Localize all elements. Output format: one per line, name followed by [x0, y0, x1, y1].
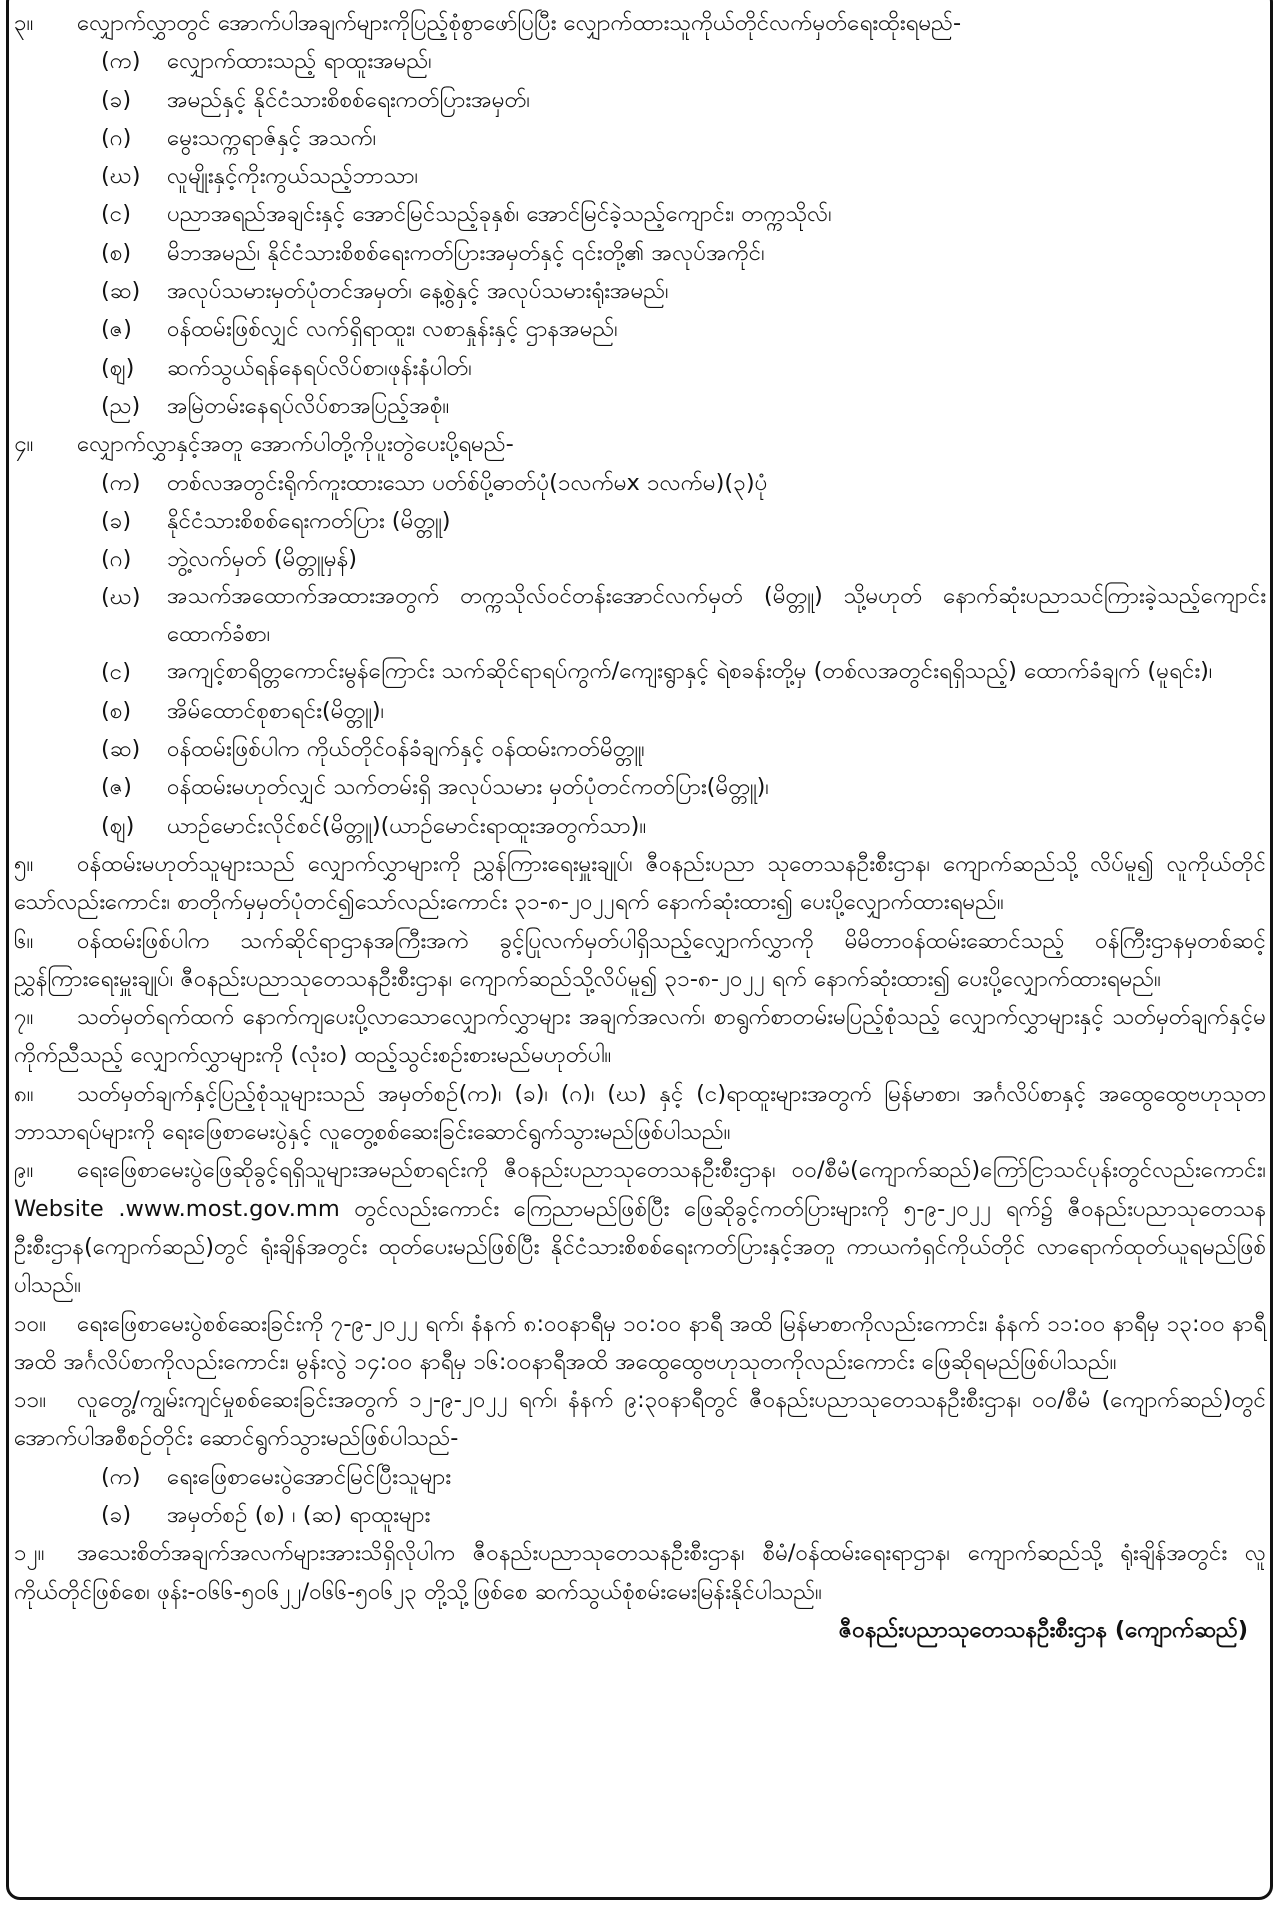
item-label: (င)	[101, 659, 132, 686]
item-text: အိမ်ထောင်စုစာရင်း(မိတ္တူ)၊	[167, 697, 385, 724]
item-label: (ခ)	[101, 507, 132, 534]
list-item	[101, 119, 1266, 157]
item-text: တစ်လအတွင်းရိုက်ကူးထားသော ပတ်စ်ပို့ဓာတ်ပုံ(၁လက်မx ၁လက်မ)(၃)ပုံ	[167, 469, 768, 496]
item-label: (က)	[101, 1463, 141, 1490]
list-item	[101, 464, 1266, 502]
section-12	[14, 1534, 1266, 1611]
item-label: (ည)	[101, 392, 141, 419]
section-number: ၉။	[14, 1157, 34, 1184]
list-item	[101, 653, 1266, 691]
list-item	[101, 502, 1266, 540]
item-text: နိုင်ငံသားစိစစ်ရေးကတ်ပြား (မိတ္တူ)	[167, 507, 451, 534]
section-text: လျှောက်လွှာတွင် အောက်ပါအချက်များကိုပြည့်စုံစွာဖော်ပြပြီး လျှောက်ထားသူကိုယ်တိုင်လက်မှတ်ရေးထိုးရမည်-	[77, 10, 962, 36]
section-5	[14, 845, 1266, 922]
section-text: သတ်မှတ်ချက်နှင့်ပြည့်စုံသူများသည် အမှတ်စဉ်(က)၊ (ခ)၊ (ဂ)၊ (ဃ) နှင့် (င)ရာထူးများအတွက် မြန်မာစာ၊ အင်္ဂလိပ်စာနှင့် အထွေထွေဗဟုသုတဘာသာရပ်များကို ရေးဖြေစာမေးပွဲနှင့် လူတွေ့စစ်ဆေးခြင်းဆောင်ရွက်သွားမည်ဖြစ်ပါသည်။	[14, 1080, 1266, 1146]
item-text: အမြဲတမ်းနေရပ်လိပ်စာအပြည့်အစုံ။	[167, 392, 450, 419]
section-3-list	[14, 42, 1266, 425]
item-text: မွေးသက္ကရာဇ်နှင့် အသက်၊	[167, 124, 377, 151]
section-text: အသေးစိတ်အချက်အလက်များအားသိရှိလိုပါက ဇီဝနည်းပညာသုတေသနဦးစီးဌာန၊ စီမံ/ဝန်ထမ်းရေးရာဌာန၊ ကျောက်ဆည်သို့ ရုံးချိန်အတွင်း လူကိုယ်တိုင်ဖြစ်စေ၊ ဖုန်း-၀၆၆-၅၀၆၂၂/၀၆၆-၅၀၆၂၃ တို့သို့ဖြစ်စေ ဆက်သွယ်စုံစမ်းမေးမြန်းနိုင်ပါသည်။	[14, 1540, 1266, 1605]
section-text: ရေးဖြေစာမေးပွဲစစ်ဆေးခြင်းကို ၇-၉-၂၀၂၂ ရက်၊ နံနက် ၈:၀၀နာရီမှ ၁၀:၀၀ နာရီ အထိ မြန်မာစာကိုလည်းကောင်း၊ နံနက် ၁၁:၀၀ နာရီမှ ၁၃:၀၀ နာရီအထိ အင်္ဂလိပ်စာကိုလည်းကောင်း၊ မွန်းလွဲ ၁၄:၀၀ နာရီမှ ၁၆:၀၀နာရီအထိ အထွေထွေဗဟုသုတကိုလည်းကောင်း ဖြေဆိုရမည်ဖြစ်ပါသည်။	[14, 1310, 1266, 1375]
item-label: (က)	[101, 469, 141, 496]
section-number: ၁၂။	[14, 1540, 45, 1567]
item-text: ဆက်သွယ်ရန်နေရပ်လိပ်စာ၊ဖုန်းနံပါတ်၊	[167, 354, 472, 381]
section-number: ၁၀။	[14, 1310, 47, 1337]
section-number: ၈။	[14, 1080, 34, 1107]
section-text: ရေးဖြေစာမေးပွဲဖြေဆိုခွင့်ရရှိသူများအမည်စာရင်းကို ဇီဝနည်းပညာသုတေသနဦးစီးဌာန၊ ဝဝ/စီမံ(ကျောက်ဆည်)ကြော်ငြာသင်ပုန်းတွင်လည်းကောင်း၊ Website .www.most.gov.mm တွင်လည်းကောင်း ကြေညာမည်ဖြစ်ပြီး ဖြေဆိုခွင့်ကတ်ပြားများကို ၅-၉-၂၀၂၂ ရက်၌ ဇီဝနည်းပညာသုတေသနဦးစီးဌာန(ကျောက်ဆည်)တွင် ရုံးချိန်အတွင်း ထုတ်ပေးမည်ဖြစ်ပြီး နိုင်ငံသားစိစစ်ရေးကတ်ပြားနှင့်အတူ ကာယကံရှင်ကိုယ်တိုင် လာရောက်ထုတ်ယူရမည်ဖြစ်ပါသည်။	[14, 1157, 1266, 1299]
section-3	[14, 4, 1266, 42]
item-text: အလုပ်သမားမှတ်ပုံတင်အမှတ်၊ နေ့စွဲနှင့် အလုပ်သမားရုံးအမည်၊	[167, 278, 669, 305]
item-text: အသက်အထောက်အထားအတွက် တက္ကသိုလ်ဝင်တန်းအောင်လက်မှတ် (မိတ္တူ) သို့မဟုတ် နောက်ဆုံးပညာသင်ကြားခဲ့သည့်ကျောင်းထောက်ခံစာ၊	[167, 583, 1266, 647]
list-item	[101, 1496, 1266, 1534]
item-label: (ဃ)	[101, 163, 141, 190]
item-label: (ဂ)	[101, 546, 132, 573]
item-label: (ဆ)	[101, 736, 141, 763]
item-text: ဝန်ထမ်းဖြစ်လျှင် လက်ရှိရာထူး၊ လစာနှုန်းနှင့် ဌာနအမည်၊	[167, 316, 618, 343]
section-number: ၅။	[14, 850, 34, 877]
item-text: အမည်နှင့် နိုင်ငံသားစိစစ်ရေးကတ်ပြားအမှတ်၊	[167, 86, 531, 113]
item-label: (ဆ)	[101, 278, 141, 305]
section-7	[14, 998, 1266, 1075]
item-text: ရေးဖြေစာမေးပွဲအောင်မြင်ပြီးသူများ	[167, 1463, 451, 1490]
section-8	[14, 1075, 1266, 1152]
section-4	[14, 425, 1266, 463]
item-label: (ဈ)	[101, 354, 135, 381]
section-number: ၄။	[14, 431, 34, 458]
section-text: ဝန်ထမ်းဖြစ်ပါက သက်ဆိုင်ရာဌာနအကြီးအကဲ ခွင့်ပြုလက်မှတ်ပါရှိသည့်လျှောက်လွှာကို မိမိတာဝန်ထမ်းဆောင်သည့် ဝန်ကြီးဌာနမှတစ်ဆင့် ညွှန်ကြားရေးမှူးချုပ်၊ ဇီဝနည်းပညာသုတေသနဦးစီးဌာန၊ ကျောက်ဆည်သို့လိပ်မူ၍ ၃၁-၈-၂၀၂၂ ရက် နောက်ဆုံးထား၍ ပေးပို့လျှောက်ထားရမည်။	[14, 927, 1266, 992]
section-11	[14, 1381, 1266, 1458]
section-number: ၃။	[14, 10, 34, 36]
item-label: (ခ)	[101, 1501, 132, 1528]
list-item	[101, 81, 1266, 119]
item-label: (ဇ)	[101, 316, 132, 343]
item-label: (ဃ)	[101, 584, 141, 611]
section-9	[14, 1151, 1266, 1304]
item-label: (စ)	[101, 697, 132, 724]
item-text: လူမျိုးနှင့်ကိုးကွယ်သည့်ဘာသာ၊	[167, 163, 419, 190]
item-label: (င)	[101, 201, 132, 228]
section-text: လူတွေ့/ကျွမ်းကျင်မှုစစ်ဆေးခြင်းအတွက် ၁၂-၉-၂၀၂၂ ရက်၊ နံနက် ၉:၃၀နာရီတွင် ဇီဝနည်းပညာသုတေသနဦးစီးဌာန၊ ဝဝ/စီမံ (ကျောက်ဆည်)တွင် အောက်ပါအစီစဉ်တိုင်း ဆောင်ရွက်သွားမည်ဖြစ်ပါသည်-	[14, 1387, 1266, 1452]
list-item	[101, 768, 1266, 806]
item-label: (ဈ)	[101, 812, 135, 839]
item-label: (က)	[101, 48, 141, 75]
list-item	[101, 349, 1266, 387]
item-label: (ဂ)	[101, 124, 132, 151]
item-label: (စ)	[101, 239, 132, 266]
list-item	[101, 807, 1266, 845]
section-text: သတ်မှတ်ရက်ထက် နောက်ကျပေးပို့လာသောလျှောက်လွှာများ အချက်အလက်၊ စာရွက်စာတမ်းမပြည့်စုံသည့် လျှောက်လွှာများနှင့် သတ်မှတ်ချက်နှင့်မကိုက်ညီသည့် လျှောက်လွှာများကို (လုံး၀) ထည့်သွင်းစဉ်းစားမည်မဟုတ်ပါ။	[14, 1004, 1266, 1069]
item-text: မိဘအမည်၊ နိုင်ငံသားစိစစ်ရေးကတ်ပြားအမှတ်နှင့် ၎င်းတို့၏ အလုပ်အကိုင်၊	[167, 239, 765, 266]
list-item	[101, 1458, 1266, 1496]
list-item	[101, 730, 1266, 768]
list-item	[101, 540, 1266, 578]
item-text: ဘွဲ့လက်မှတ် (မိတ္တူမှန်)	[167, 546, 357, 573]
item-text: အမှတ်စဉ် (စ) ၊ (ဆ) ရာထူးများ	[167, 1501, 431, 1528]
section-number: ၁၁။	[14, 1387, 47, 1414]
item-text: အကျင့်စာရိတ္တကောင်းမွန်ကြောင်း သက်ဆိုင်ရာရပ်ကွက်/ကျေးရွာနှင့် ရဲစခန်းတို့မှ (တစ်လအတွင်းရရှိသည့်) ထောက်ခံချက် (မူရင်း)၊	[167, 658, 1213, 685]
department-signature: ဇီဝနည်းပညာသုတေသနဦးစီးဌာန (ကျောက်ဆည်)	[838, 1616, 1248, 1643]
item-text: ဝန်ထမ်းမဟုတ်လျှင် သက်တမ်းရှိ အလုပ်သမား မှတ်ပုံတင်ကတ်ပြား(မိတ္တူ)၊	[167, 774, 769, 801]
section-4-list	[14, 464, 1266, 845]
item-label: (ခ)	[101, 86, 132, 113]
list-item	[101, 692, 1266, 730]
list-item	[101, 42, 1266, 80]
section-6	[14, 922, 1266, 999]
item-label: (ဇ)	[101, 774, 132, 801]
list-item	[101, 234, 1266, 272]
announcement-page	[14, 4, 1266, 1649]
list-item	[101, 387, 1266, 425]
item-text: ယာဉ်မောင်းလိုင်စင်(မိတ္တူ)(ယာဉ်မောင်းရာထူးအတွက်သာ)။	[167, 812, 647, 839]
item-text: ပညာအရည်အချင်းနှင့် အောင်မြင်သည့်ခုနှစ်၊ အောင်မြင်ခဲ့သည့်ကျောင်း၊ တက္ကသိုလ်၊	[167, 201, 832, 228]
section-text: ဝန်ထမ်းမဟုတ်သူများသည် လျှောက်လွှာများကို ညွှန်ကြားရေးမှူးချုပ်၊ ဇီဝနည်းပညာ သုတေသနဦးစီးဌာန၊ ကျောက်ဆည်သို့ လိပ်မူ၍ လူကိုယ်တိုင်သော်လည်းကောင်း၊ စာတိုက်မှမှတ်ပုံတင်၍သော်လည်းကောင်း ၃၁-၈-၂၀၂၂ရက် နောက်ဆုံးထား၍ ပေးပို့လျှောက်ထားရမည်။	[14, 850, 1266, 916]
item-text: ဝန်ထမ်းဖြစ်ပါက ကိုယ်တိုင်ဝန်ခံချက်နှင့် ဝန်ထမ်းကတ်မိတ္တူ၊	[167, 736, 645, 763]
list-item	[101, 157, 1266, 195]
section-11-list	[14, 1458, 1266, 1535]
list-item	[101, 195, 1266, 233]
item-text: လျှောက်ထားသည့် ရာထူးအမည်၊	[167, 48, 432, 75]
list-item	[101, 578, 1266, 653]
section-number: ၇။	[14, 1004, 34, 1031]
list-item	[101, 310, 1266, 348]
section-text: လျှောက်လွှာနှင့်အတူ အောက်ပါတို့ကိုပူးတွဲပေးပို့ရမည်-	[77, 431, 514, 458]
section-number: ၆။	[14, 927, 34, 954]
section-10	[14, 1305, 1266, 1382]
list-item	[101, 272, 1266, 310]
